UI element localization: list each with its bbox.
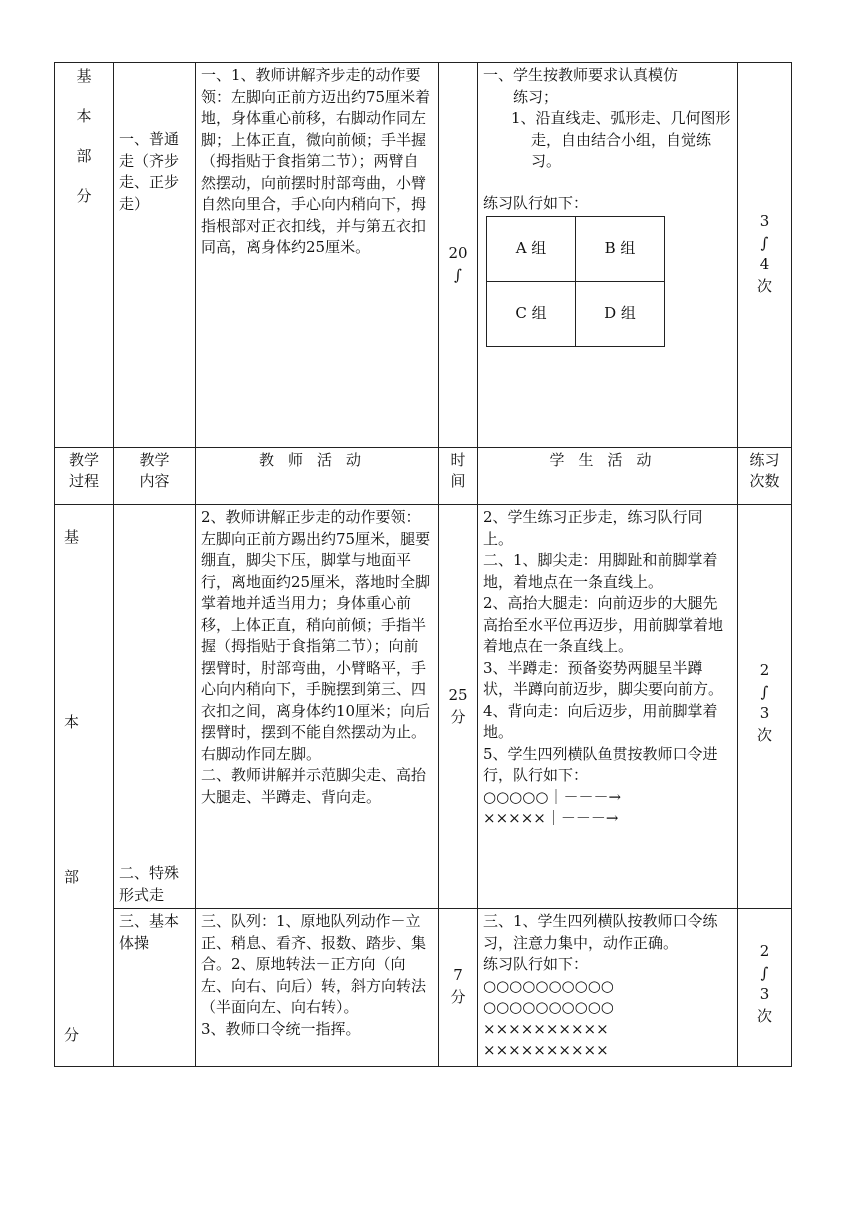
count-value: 2 (759, 942, 770, 960)
header-text: 间 (450, 472, 466, 490)
content-text: 一、普通走（齐步走、正步走） (119, 130, 180, 213)
time-symbol: ∫ (454, 265, 462, 284)
teacher-cell (196, 505, 439, 909)
time-cell (439, 63, 478, 448)
header-row (55, 448, 792, 505)
formation-label: 练习队行如下： (483, 193, 589, 212)
process-char: 分 (76, 187, 92, 205)
process-char: 本 (64, 713, 80, 731)
section1-row (55, 63, 792, 448)
teacher-text: 二、教师讲解并示范脚尖走、高抬大腿走、半蹲走、背向走。 (201, 766, 427, 806)
header-text: 时 (450, 451, 466, 469)
student-cell (478, 505, 738, 909)
header-time (439, 448, 478, 505)
student-text: 5、学生四列横队鱼贯按教师口令进行，队行如下： (483, 744, 718, 784)
formation-line: ×××××｜－－－→ (483, 809, 619, 827)
section2-row2 (55, 909, 792, 1067)
content-cell (114, 63, 196, 448)
header-text: 学生活动 (549, 451, 666, 469)
count-cell (738, 505, 792, 909)
header-process (55, 448, 114, 505)
group-cell: A 组 (487, 217, 576, 282)
student-text: 三、1、学生四列横队按教师口令练习，注意力集中，动作正确。 (483, 912, 718, 952)
formation-line: ○○○○○｜－－－→ (483, 787, 622, 806)
count-cell (738, 909, 792, 1067)
count-value: 3 (759, 704, 770, 722)
count-unit: 次 (756, 725, 772, 744)
header-student (478, 448, 738, 505)
count-cell (738, 63, 792, 448)
time-unit: 分 (450, 707, 466, 726)
student-text: 练习； (513, 87, 559, 106)
teacher-text: 2、教师讲解正步走的动作要领：左脚向正前方踢出约75厘米，腿要绷直，脚尖下压，脚掌与地面平行，离地面约25厘米，落地时全脚掌着地并适当用力；身体重心前移，上体正直，稍向前倾；手指半握（拇指贴于食指第二节）；向前摆臂时，肘部弯曲，小臂略平，手心向内稍向下，手腕摆到第三、四衣扣之间，离身体约10厘米；向后摆臂时，摆到不能自然摆动为止。右脚动作同左脚。 (201, 508, 431, 763)
student-text: 2、学生练习正步走，练习队行同上。 (483, 508, 703, 548)
time-cell (439, 909, 478, 1067)
process-char: 分 (64, 1026, 80, 1044)
header-text: 过程 (68, 472, 99, 490)
process-char: 基 (76, 67, 92, 85)
content-cell (114, 909, 196, 1067)
time-value: 25 (448, 686, 468, 704)
header-text: 教学 (139, 451, 170, 469)
content-cell (114, 505, 196, 909)
count-unit: 次 (756, 1006, 772, 1025)
teacher-cell (196, 909, 439, 1067)
teacher-cell (196, 63, 439, 448)
student-item: 1、沿直线走、弧形走、几何图形走，自由结合小组，自觉练习。 (511, 109, 731, 170)
student-text: 3、半蹲走：预备姿势两腿呈半蹲状，半蹲向前迈步，脚尖要向前方。 (483, 658, 724, 698)
student-cell (478, 909, 738, 1067)
header-text: 教学 (68, 451, 99, 469)
formation-line: ○○○○○○○○○○ (483, 998, 614, 1016)
lesson-plan-table (54, 62, 792, 1067)
student-text: 一、学生按教师要求认真模仿 (483, 66, 679, 84)
count-value: 4 (759, 255, 770, 273)
count-symbol: ∫ (760, 682, 769, 701)
process-char: 本 (76, 107, 92, 125)
count-unit: 次 (756, 276, 772, 295)
header-content (114, 448, 196, 505)
teacher-text: 三、队列：1、原地队列动作－立正、稍息、看齐、报数、踏步、集合。2、原地转法－正方向（向左、向右、向后）转，斜方向转法（半面向左、向右转）。 (201, 912, 427, 1016)
count-symbol: ∫ (760, 963, 769, 982)
student-text: 练习队行如下： (483, 955, 589, 973)
content-text: 三、基本体操 (119, 912, 180, 952)
student-cell (478, 63, 738, 448)
header-text: 次数 (749, 472, 780, 490)
teacher-text: 一、1、教师讲解齐步走的动作要领：左脚向正前方迈出约75厘米着地，身体重心前移，右脚动作同左脚；上体正直，微向前倾；手半握（拇指贴于食指第二节）；两臂自然摆动，向前摆时肘部弯曲，小臂自然向里合，手心向内稍向下，拇指根部对正衣扣线，并与第五衣扣同高，离身体约25厘米。 (201, 66, 431, 256)
teacher-text: 3、教师口令统一指挥。 (201, 1019, 361, 1038)
formation-line: ×××××××××× (483, 1019, 609, 1038)
group-grid (486, 216, 665, 347)
process-char: 部 (64, 868, 80, 886)
student-text: 二、1、脚尖走：用脚趾和前脚掌着地，着地点在一条直线上。 (483, 551, 718, 591)
header-text: 教师活动 (258, 451, 375, 469)
time-cell (439, 505, 478, 909)
formation-line: ○○○○○○○○○○ (483, 976, 614, 995)
section2-row1 (55, 505, 792, 909)
time-value: 7 (453, 966, 463, 984)
process-char: 部 (76, 147, 92, 165)
count-value: 3 (759, 985, 770, 1003)
student-text: 4、背向走：向后迈步，用前脚掌着地。 (483, 701, 718, 741)
formation-line: ×××××××××× (483, 1041, 609, 1059)
process-char: 基 (64, 528, 80, 546)
time-value: 20 (448, 244, 468, 262)
content-text: 二、特殊形式走 (119, 864, 180, 904)
group-cell: B 组 (576, 217, 665, 282)
group-cell: C 组 (487, 282, 576, 347)
header-teacher (196, 448, 439, 505)
count-symbol: ∫ (760, 233, 769, 252)
header-text: 内容 (139, 472, 170, 490)
header-count (738, 448, 792, 505)
process-cell (55, 63, 114, 448)
count-value: 3 (759, 212, 770, 230)
header-text: 练习 (749, 451, 780, 469)
student-text: 2、高抬大腿走：向前迈步的大腿先高抬至水平位再迈步，用前脚掌着地着地点在一条直线上。 (483, 594, 724, 655)
group-cell: D 组 (576, 282, 665, 347)
count-value: 2 (759, 661, 770, 679)
time-unit: 分 (450, 987, 466, 1006)
process-cell (55, 505, 114, 1067)
